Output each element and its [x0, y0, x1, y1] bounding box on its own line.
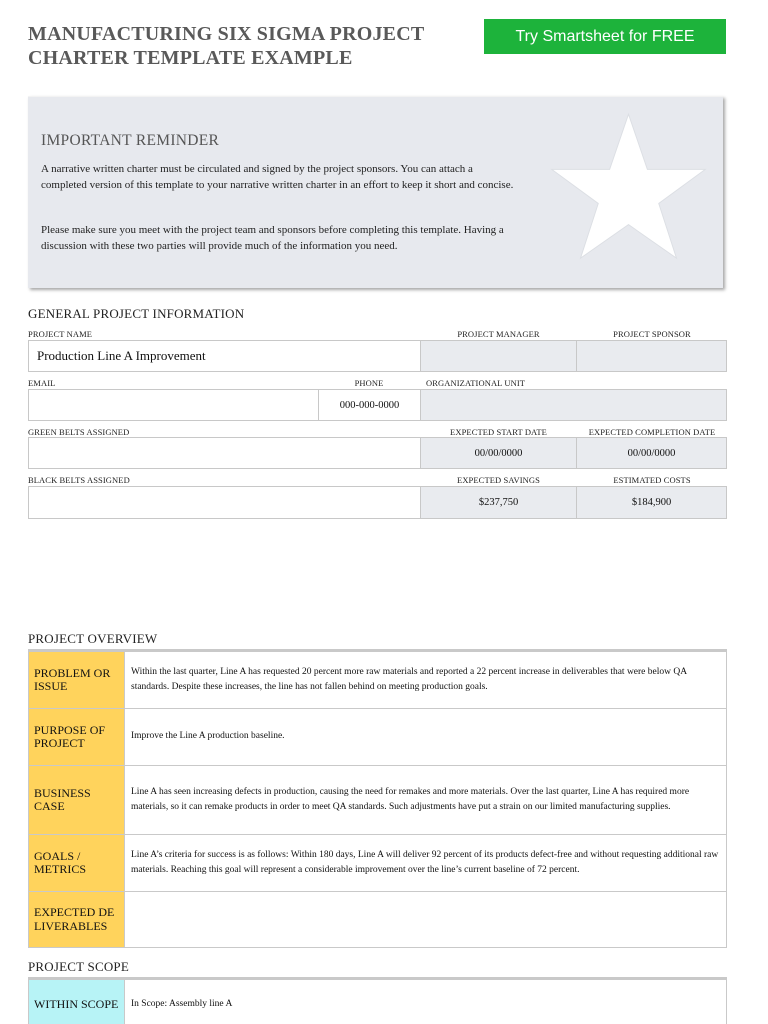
- project-scope-table: [28, 977, 727, 1024]
- row-value-business-case[interactable]: Line A has seen increasing defects in production, causing the need for remakes and more materials. Over the last quarter, Line A has required more materials, so it can remake products in order to meet QA standards. Such adjustments have put a strain on our limited manufacturing supplies.: [131, 786, 690, 812]
- project-sponsor-label: PROJECT SPONSOR: [613, 329, 691, 339]
- reminder-paragraph-2: Please make sure you meet with the project team and sponsors before completing this template. Having a discussion with these two parties will provide much of the information you need.: [41, 224, 504, 252]
- page-title: MANUFACTURING SIX SIGMA PROJECT CHARTER TEMPLATE EXAMPLE: [28, 23, 425, 69]
- general-info-heading: GENERAL PROJECT INFORMATION: [28, 306, 245, 321]
- black-belts-field[interactable]: [28, 486, 421, 519]
- reminder-title: IMPORTANT REMINDER: [41, 132, 220, 149]
- table-row: [29, 652, 726, 709]
- costs-field[interactable]: $184,900: [576, 486, 727, 519]
- costs-label: ESTIMATED COSTS: [613, 475, 691, 485]
- table-row: [29, 835, 726, 892]
- try-smartsheet-button[interactable]: Try Smartsheet for FREE: [484, 19, 726, 54]
- project-manager-label: PROJECT MANAGER: [457, 329, 540, 339]
- green-belts-field[interactable]: [28, 437, 421, 469]
- project-name-field[interactable]: Production Line A Improvement: [28, 340, 421, 372]
- star-icon: [546, 111, 711, 271]
- row-key-problem: PROBLEM OR ISSUE: [29, 652, 125, 708]
- org-unit-label: ORGANIZATIONAL UNIT: [426, 378, 526, 388]
- start-date-field[interactable]: 00/00/0000: [420, 437, 577, 469]
- email-label: EMAIL: [28, 378, 56, 388]
- row-value-goals[interactable]: Line A’s criteria for success is as follows: Within 180 days, Line A will deliver 92 percent of its products defect-free and without requesting additional raw materials. Reaching this goal will represent a considerable improvement over the line’s current baseline of 72 percent.: [131, 849, 719, 875]
- reminder-paragraph-1: A narrative written charter must be circulated and signed by the project sponsors. You can attach a completed version of this template to your narrative written charter in an effort to keep it short and concise.: [41, 163, 514, 191]
- project-scope-heading: PROJECT SCOPE: [28, 959, 129, 974]
- phone-field[interactable]: 000-000-0000: [318, 389, 421, 421]
- row-value-within-scope[interactable]: In Scope: Assembly line A: [131, 999, 233, 1010]
- row-value-deliverables[interactable]: [125, 892, 726, 947]
- org-unit-field[interactable]: [420, 389, 727, 421]
- row-key-within-scope: WITHIN SCOPE: [29, 980, 125, 1024]
- start-date-label: EXPECTED START DATE: [450, 427, 547, 437]
- savings-field[interactable]: $237,750: [420, 486, 577, 519]
- important-reminder-panel: [28, 96, 723, 288]
- row-value-problem[interactable]: Within the last quarter, Line A has requested 20 percent more raw materials and reported a 22 percent increase in deliverables that were below QA standards. Despite these increases, the line has not fallen behind on meeting production goals.: [131, 666, 687, 692]
- project-name-label: PROJECT NAME: [28, 329, 93, 339]
- project-manager-field[interactable]: [420, 340, 577, 372]
- phone-label: PHONE: [354, 378, 384, 388]
- row-key-goals: GOALS / METRICS: [29, 835, 125, 891]
- row-key-deliverables: EXPECTED DELIVERABLES: [29, 892, 125, 947]
- email-field[interactable]: [28, 389, 319, 421]
- table-row: [29, 980, 726, 1024]
- table-row: [29, 766, 726, 835]
- table-row: [29, 892, 726, 947]
- project-overview-table: [28, 649, 727, 948]
- table-row: [29, 709, 726, 766]
- row-value-purpose[interactable]: Improve the Line A production baseline.: [131, 731, 285, 742]
- row-key-business-case: BUSINESS CASE: [29, 766, 125, 834]
- savings-label: EXPECTED SAVINGS: [457, 475, 540, 485]
- black-belts-label: BLACK BELTS ASSIGNED: [28, 475, 130, 485]
- completion-date-label: EXPECTED COMPLETION DATE: [588, 427, 716, 437]
- row-key-purpose: PURPOSE OF PROJECT: [29, 709, 125, 765]
- project-overview-heading: PROJECT OVERVIEW: [28, 631, 158, 646]
- completion-date-field[interactable]: 00/00/0000: [576, 437, 727, 469]
- green-belts-label: GREEN BELTS ASSIGNED: [28, 427, 130, 437]
- project-sponsor-field[interactable]: [576, 340, 727, 372]
